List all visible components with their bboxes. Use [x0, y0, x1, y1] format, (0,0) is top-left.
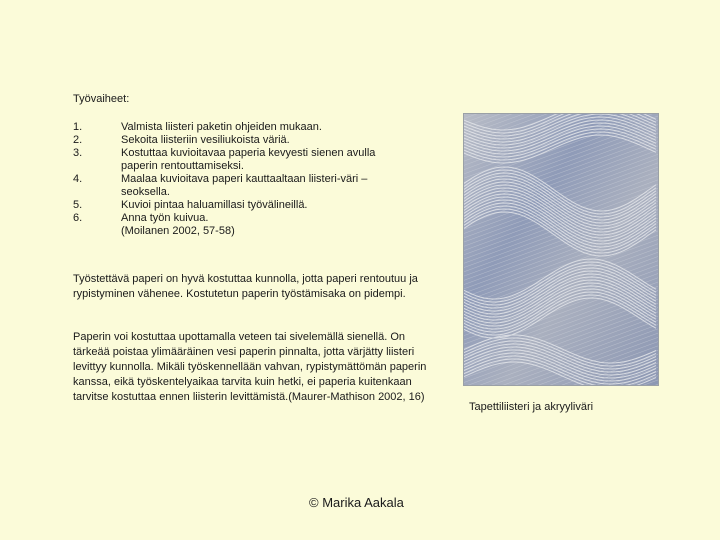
list-item [73, 134, 413, 147]
list-item [73, 199, 413, 212]
section-heading: Työvaiheet: [73, 93, 130, 105]
step-number: 5. [73, 199, 83, 211]
step-text: Sekoita liisteriin vesiliukoista väriä. [121, 134, 290, 146]
steps-list [73, 121, 413, 238]
step-text: Anna työn kuivua. [121, 212, 209, 224]
step-number: 1. [73, 121, 83, 133]
step-number: 2. [73, 134, 83, 146]
step-number: 6. [73, 212, 83, 224]
list-item [73, 212, 413, 225]
reference-citation: (Moilanen 2002, 57-58) [121, 225, 235, 237]
image-caption: Tapettiliisteri ja akryyliväri [469, 401, 594, 413]
paragraph-moistening: Työstettävä paperi on hyvä kostuttaa kunnolla, jotta paperi rentoutuu ja rypistyminen vähenee. Kostutetun paperin työstämisaka on pidempi. [73, 273, 418, 300]
step-text: Maalaa kuvioitava paperi kauttaaltaan liisteri-väri –seoksella. [121, 173, 368, 198]
paragraph-method: Paperin voi kostuttaa upottamalla veteen tai sivelemällä sienellä. On tärkeää poistaa ylimääräinen vesi paperin pinnalta, jotta värjätty liisteri levittyy kunnolla. Mikäli työskennellään vahvan, rypistymättömän paperin kanssa, eikä työskentelyaikaa tarvita kuin hetki, ei paperia kuitenkaan tarvitse kostuttaa ennen liisterin levittämistä.(Maurer-Mathison 2002, 16) [73, 331, 427, 403]
paste-paper-texture-image [463, 113, 659, 386]
step-text: Kuvioi pintaa haluamillasi työvälineillä. [121, 199, 308, 211]
list-item [73, 121, 413, 134]
step-number: 3. [73, 147, 83, 159]
step-number: 4. [73, 173, 83, 185]
step-text: Kostuttaa kuvioitavaa paperia kevyesti sienen avulla paperin rentouttamiseksi. [121, 147, 376, 172]
list-item [73, 173, 413, 199]
copyright-footer: © Marika Aakala [309, 495, 404, 510]
step-text: Valmista liisteri paketin ohjeiden mukaan. [121, 121, 322, 133]
list-item [73, 147, 413, 173]
